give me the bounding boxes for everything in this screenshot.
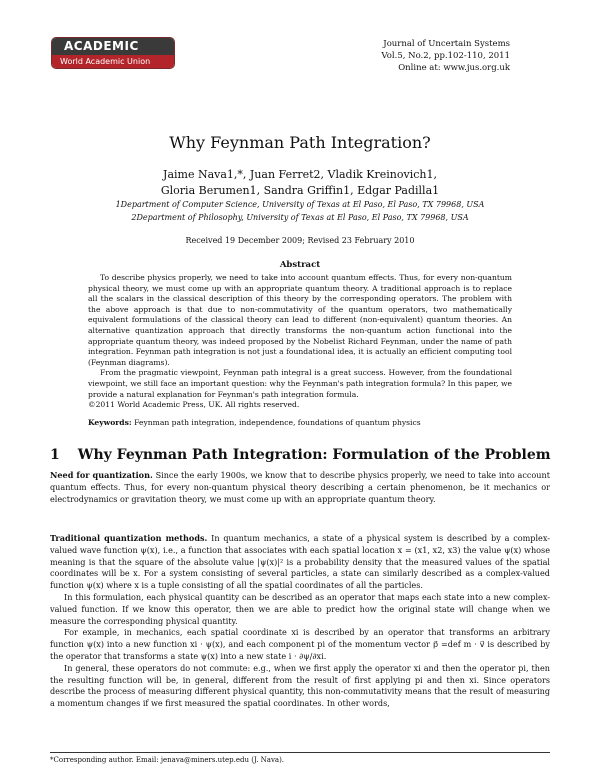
section-heading [50,447,551,463]
logo-brand: ACADEMIC [52,38,174,55]
section-title: Why Feynman Path Integration: Formulation of the Problem [77,447,551,463]
general-paragraph: In general, these operators do not commute: e.g., when we first apply the operator xi and then the operator pi, then the resulting function will be, in general, different from the result of first applying pi and then xi. Since operators describe the process of measuring different physical quantity, this non-commutativity means that the result of measuring a momentum changes if we first measured the spatial coordinates. In other words, [50,662,550,709]
need-text: Since the early 1900s, we know that to describe physics properly, we need to take into account quantum effects. Thus, for every non-quantum physical theory describing a certain phenomenon, be it mechanics or electrodynamics or gravitation theory, we must come up with an appropriate quantum theory. [50,470,550,504]
abstract-paragraph-2: From the pragmatic viewpoint, Feynman path integral is a great success. However, from the foundational viewpoint, we still face an important question: why the Feynman's path integration formula? In this paper, we provide a natural explanation for Feynman's path integration formula. [88,368,512,399]
abstract-heading: Abstract [279,260,321,270]
authors-line-2: Gloria Berumen1, Sandra Griffin1, Edgar Padilla1 [160,184,440,197]
affiliations [0,198,600,224]
formulation-paragraph: In this formulation, each physical quantity can be described as an operator that maps each state into a new complex-valued function. If we know this operator, then we are able to predict how the original state will change when we measure the corresponding physical quantity. [50,591,550,626]
need-paragraph [50,470,550,505]
traditional-heading: Traditional quantization methods. [50,533,208,543]
paper-title: Why Feynman Path Integration? [169,133,431,152]
example-paragraph: For example, in mechanics, each spatial coordinate xi is described by an operator that transforms an arbitrary function ψ(x) into a new function xi · ψ(x), and each component pi of the momentum vector p⃗ =def m · v⃗ is described by the operator that transforms a state ψ(x) into a new state i · ∂ψ/∂xi. [50,627,550,661]
traditional-text: In quantum mechanics, a state of a physical system is described by a complex-valued wave function ψ(x), i.e., a function that associates with each spatial location x = (x1, x2, x3) the value ψ(x) whose meaning is that the square of the absolute value |ψ(x)|² is a probability density that the measured values of the spatial coordinates will be x. For a system consisting of several particles, a state can similarly described as a complex-valued function ψ(x) where x is a tuple consisting of all the spatial coordinates of all the particles. [50,533,550,591]
affiliation-1: 1Department of Computer Science, University of Texas at El Paso, El Paso, TX 79968, USA [115,200,485,209]
author-list [0,167,600,199]
journal-name: Journal of Uncertain Systems [383,39,510,49]
need-heading: Need for quantization. [50,470,153,480]
keywords-label: Keywords: [88,418,132,427]
abstract-body [88,273,512,411]
authors-line-1: Jaime Nava1,*, Juan Ferret2, Vladik Kreinovich1, [163,168,437,181]
affiliation-2: 2Department of Philosophy, University of Texas at El Paso, El Paso, TX 79968, USA [131,213,469,222]
publisher-logo [52,38,174,68]
footnote [50,752,550,764]
journal-volume: Vol.5, No.2, pp.102-110, 2011 [381,51,510,61]
section-number: 1 [50,447,60,463]
received-dates: Received 19 December 2009; Revised 23 February 2010 [185,236,415,245]
keywords-text: Feynman path integration, independence, foundations of quantum physics [134,418,421,427]
copyright-line: ©2011 World Academic Press, UK. All rights reserved. [88,400,300,410]
journal-header [381,38,510,74]
traditional-section [50,533,550,710]
abstract-paragraph-1: To describe physics properly, we need to take into account quantum effects. Thus, for every non-quantum physical theory, we must come up with an appropriate quantum theory. A traditional approach is to replace all the scalars in the classical description of this theory by the corresponding operators. The problem with the above approach is that due to non-commutativity of the quantum operators, two mathematically equivalent formulations of the classical theory can lead to different (non-equivalent) quantum theories. An alternative quantization approach that directly transforms the non-quantum action functional into the appropriate quantum theory, was indeed proposed by the Nobelist Richard Feynman, under the name of path integration. Feynman path integration is not just a foundational idea, it is actually an efficient computing tool (Feynman diagrams). [88,273,512,367]
logo-subtitle: World Academic Union [52,55,174,68]
journal-online: Online at: www.jus.org.uk [398,63,510,73]
keywords [88,418,512,427]
footnote-text: *Corresponding author. Email: jenava@miners.utep.edu (J. Nava). [50,756,285,764]
